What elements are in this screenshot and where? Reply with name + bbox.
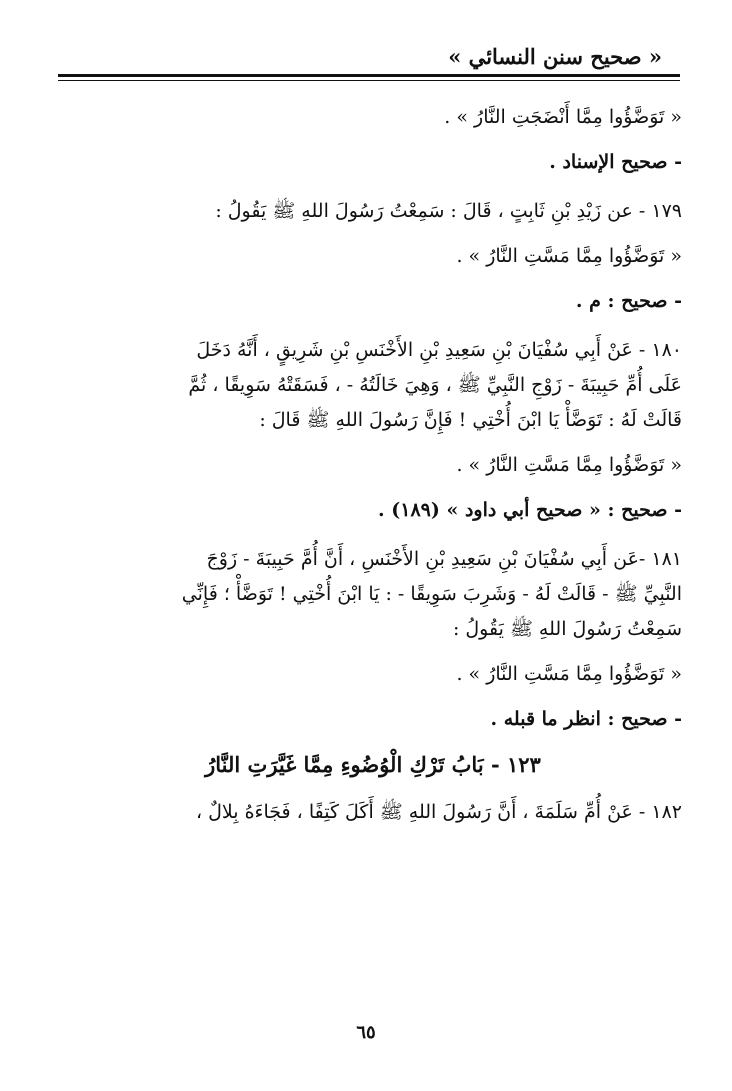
hadith-181-line-1: ١٨١ -عَن أَبِي سُفْيَانَ بْنِ سَعِيدِ بْنِ الأَخْنَسِ ، أَنَّ أُمَّ حَبِيبَةَ - زَوْجَ <box>206 548 682 570</box>
hadith-178-quote: « تَوَضَّؤُوا مِمَّا أَنْضَجَتِ النَّارُ » . <box>444 106 682 128</box>
book-title: « صحيح سنن النسائي » <box>448 44 662 69</box>
hadith-181-quote: « تَوَضَّؤُوا مِمَّا مَسَّتِ النَّارُ » . <box>456 663 682 685</box>
hadith-179-verdict: - صحيح : م . <box>575 290 682 312</box>
hadith-182-text: ١٨٢ - عَنْ أُمِّ سَلَمَةَ ، أَنَّ رَسُولَ اللهِ ﷺ أَكَلَ كَتِفًا ، فَجَاءَهُ بِلالٌ ، <box>195 801 682 823</box>
header-rule-thick <box>58 74 680 77</box>
hadith-180-line-3: قَالَتْ لَهُ : تَوَضَّأْ يَا ابْنَ أُخْتِي ! فَإِنَّ رَسُولَ اللهِ ﷺ قَالَ : <box>259 409 682 431</box>
header-rule-thin <box>58 80 680 81</box>
page-body <box>64 100 682 830</box>
running-header <box>58 40 680 80</box>
hadith-178-verdict: - صحيح الإسناد . <box>549 151 682 173</box>
hadith-181-line-3: سَمِعْتُ رَسُولَ اللهِ ﷺ يَقُولُ : <box>452 618 682 640</box>
hadith-180-text <box>64 333 682 438</box>
hadith-181-text <box>64 542 682 647</box>
hadith-181-verdict: - صحيح : انظر ما قبله . <box>490 708 682 730</box>
hadith-181-line-2: النَّبِيِّ ﷺ - قَالَتْ لَهُ - وَشَرِبَ سَوِيقًا - : يَا ابْنَ أُخْتِي ! تَوَضَّأْ ؛ فَإِنِّي <box>181 583 682 605</box>
hadith-180-line-2: عَلَى أُمِّ حَبِيبَةَ - زَوْجِ النَّبِيِّ ﷺ ، وَهِيَ خَالَتُهُ - ، فَسَقَتْهُ سَوِيقًا ، ثُمَّ <box>188 374 682 396</box>
hadith-180-line-1: ١٨٠ - عَنْ أَبِي سُفْيَانَ بْنِ سَعِيدِ بْنِ الأَخْنَسِ بْنِ شَرِيقٍ ، أَنَّهُ دَخَلَ <box>196 339 682 361</box>
hadith-180-quote: « تَوَضَّؤُوا مِمَّا مَسَّتِ النَّارُ » . <box>456 454 682 476</box>
hadith-179-text: ١٧٩ - عن زَيْدِ بْنِ ثَابِتٍ ، قَالَ : سَمِعْتُ رَسُولَ اللهِ ﷺ يَقُولُ : <box>215 200 682 222</box>
page-number: ٦٥ <box>356 1022 376 1043</box>
chapter-heading: ١٢٣ - بَابُ تَرْكِ الْوُضُوءِ مِمَّا غَيَّرَتِ النَّارُ <box>205 752 541 777</box>
hadith-180-verdict: - صحيح : « صحيح أبي داود » (١٨٩) . <box>378 499 682 521</box>
hadith-179-quote: « تَوَضَّؤُوا مِمَّا مَسَّتِ النَّارُ » . <box>456 245 682 267</box>
